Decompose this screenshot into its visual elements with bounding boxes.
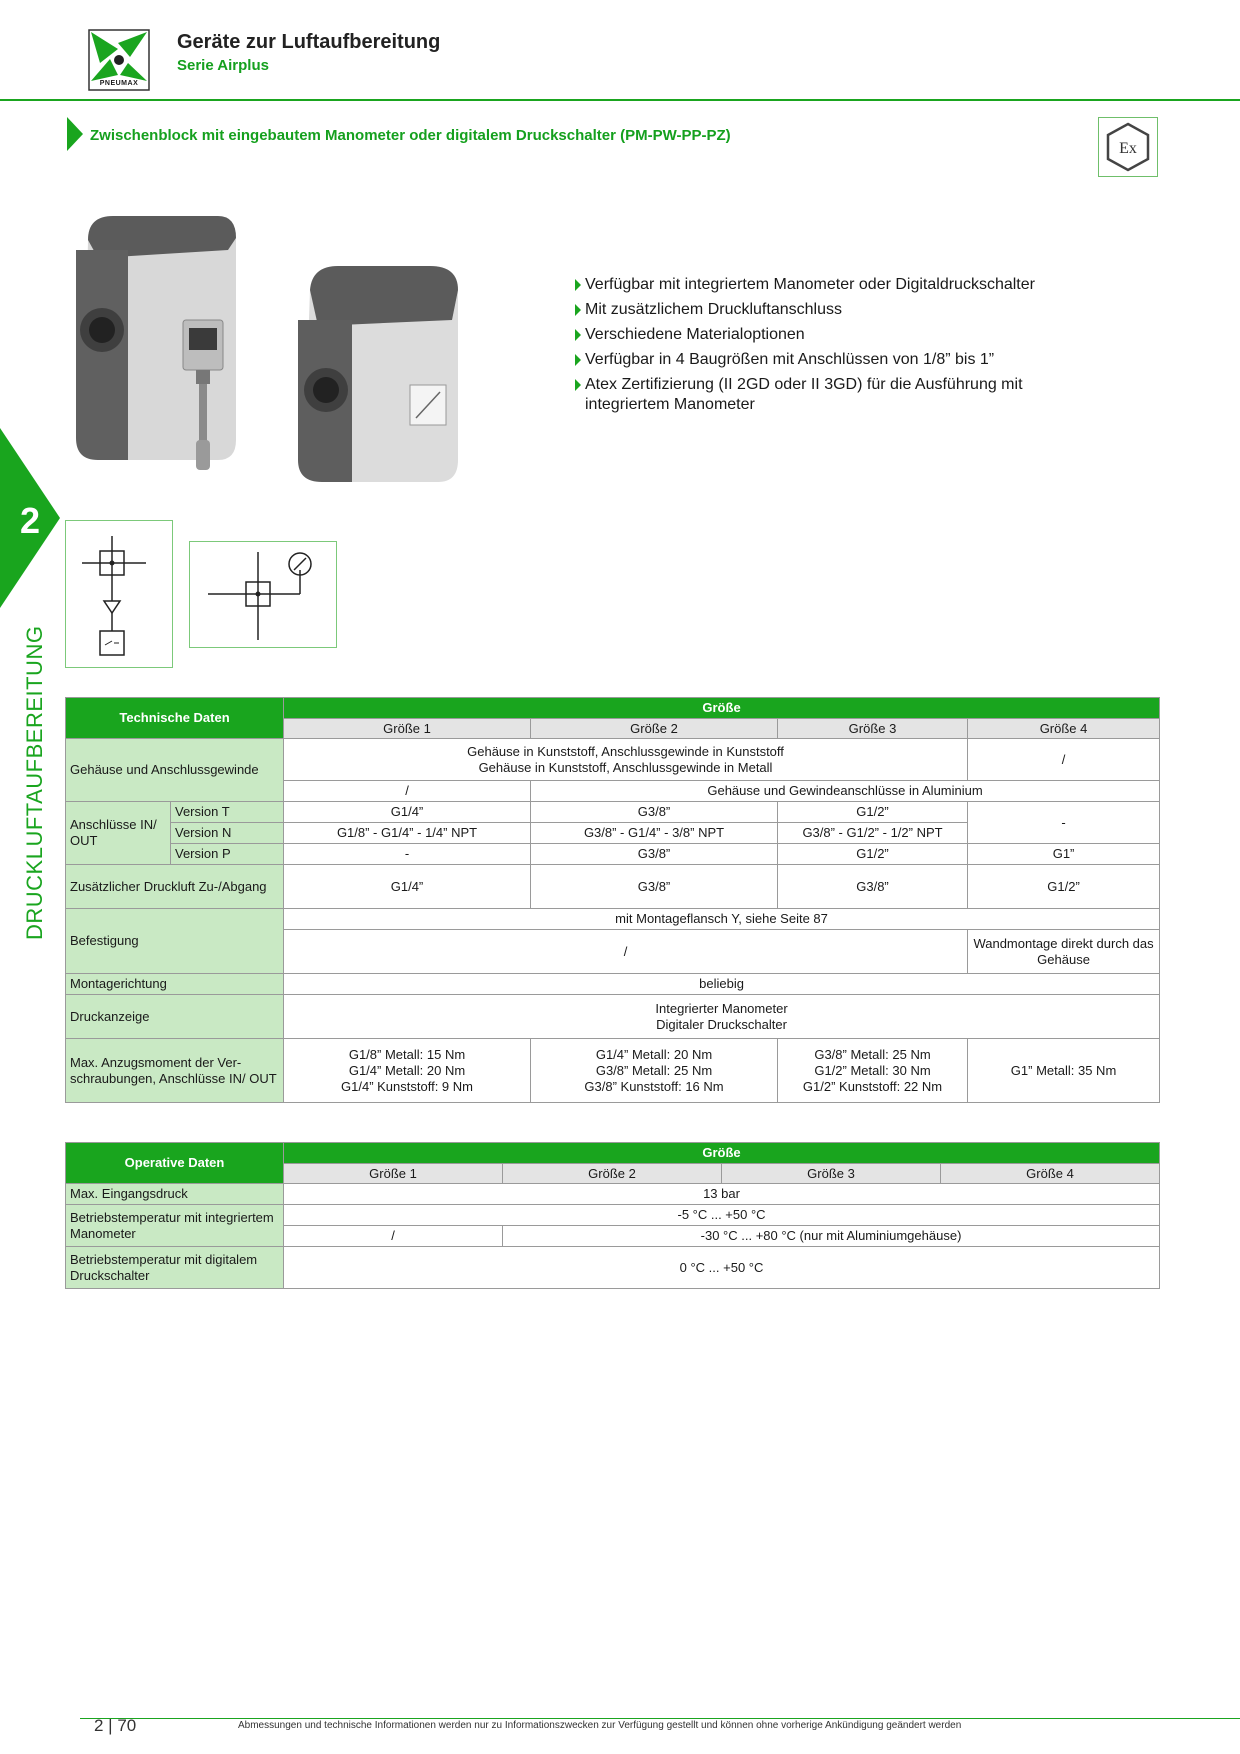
- torque-size-3: [778, 1039, 968, 1103]
- bullet-arrow-icon: [575, 354, 581, 366]
- housing-size-4: /: [968, 739, 1160, 781]
- torque-size-4: G1” Metall: 35 Nm: [968, 1039, 1160, 1103]
- extra-port-size-2: G3/8”: [531, 865, 778, 909]
- housing-alu-size-1: /: [284, 781, 531, 802]
- torque-size-1: [284, 1039, 531, 1103]
- col-size-2: Größe 2: [531, 719, 778, 739]
- version-t-size-3: G1/2”: [778, 802, 968, 823]
- version-p-size-3: G1/2”: [778, 844, 968, 865]
- torque-line: G1/4” Metall: 20 Nm: [348, 1062, 466, 1078]
- pneumax-logo: [88, 29, 150, 91]
- pressure-display-line-1: Integrierter Manometer: [655, 1000, 788, 1016]
- footer-disclaimer: Abmessungen und technische Informationen werden nur zu Informationszwecken zur Verfügung gestellt und können ohne vorherige Ankündigung geändert werden: [238, 1720, 962, 1731]
- pneumatic-manometer-symbol-icon: [190, 542, 336, 647]
- row-label-temp-digital: Betriebstemperatur mit digitalem Druckschalter: [66, 1247, 284, 1289]
- temp-manometer-aluminium: -30 °C ... +80 °C (nur mit Aluminiumgehäuse): [503, 1226, 1160, 1247]
- torque-size-2: [531, 1039, 778, 1103]
- row-label-max-pressure: Max. Eingangsdruck: [66, 1184, 284, 1205]
- row-label-pressure-display: Druckanzeige: [66, 995, 284, 1039]
- atex-badge: [1098, 117, 1158, 177]
- atex-hexagon-icon: [1099, 118, 1157, 176]
- size-group-header: Größe: [284, 698, 1160, 719]
- temp-manometer-size-1: /: [284, 1226, 503, 1247]
- op-size-group-header: Größe: [284, 1143, 1160, 1164]
- tech-header-label: Technische Daten: [66, 698, 284, 739]
- version-p-size-2: G3/8”: [531, 844, 778, 865]
- atex-label: Ex: [1119, 140, 1137, 157]
- footer-rule: [80, 1718, 1240, 1719]
- page-title: Geräte zur Luftaufbereitung: [177, 31, 441, 53]
- torque-line: G3/8” Metall: 25 Nm: [595, 1062, 713, 1078]
- op-col-size-1: Größe 1: [284, 1164, 503, 1184]
- feature-text: Verfügbar in 4 Baugrößen mit Anschlüssen von 1/8” bis 1”: [585, 351, 995, 368]
- version-n-size-1: G1/8” - G1/4” - 1/4” NPT: [284, 823, 531, 844]
- op-col-size-2: Größe 2: [503, 1164, 722, 1184]
- chapter-label: DRUCKLUFTAUFBEREITUNG: [22, 625, 47, 940]
- torque-line: G1/2” Kunststoff: 22 Nm: [802, 1078, 943, 1094]
- feature-item: [573, 375, 1093, 415]
- mounting-none: /: [284, 930, 968, 974]
- row-label-torque: Max. Anzugsmoment der Ver-schraubungen, Anschlüsse IN/ OUT: [66, 1039, 284, 1103]
- header-rule: [0, 99, 1240, 101]
- pressure-display-line-2: Digitaler Druckschalter: [656, 1016, 787, 1032]
- mounting-wall: Wandmontage direkt durch das Gehäuse: [968, 930, 1160, 974]
- feature-text: Verfügbar mit integriertem Manometer oder Digitaldruckschalter: [585, 276, 1035, 293]
- extra-port-size-1: G1/4”: [284, 865, 531, 909]
- op-col-size-3: Größe 3: [722, 1164, 941, 1184]
- torque-line: G1/8” Metall: 15 Nm: [348, 1046, 466, 1062]
- bullet-arrow-icon: [575, 279, 581, 291]
- product-image-manometer: [290, 260, 470, 490]
- page-subtitle: Serie Airplus: [177, 57, 269, 74]
- product-image-digital-switch: [68, 210, 248, 485]
- symbol-manometer: [189, 541, 337, 648]
- feature-item: [573, 275, 1093, 295]
- version-t-label: Version T: [171, 802, 284, 823]
- torque-line: G3/8” Metall: 25 Nm: [814, 1046, 931, 1062]
- version-n-size-3: G3/8” - G1/2” - 1/2” NPT: [778, 823, 968, 844]
- torque-line: G1/2” Metall: 30 Nm: [814, 1062, 931, 1078]
- version-p-size-4: G1”: [968, 844, 1160, 865]
- row-label-housing: Gehäuse und Anschlussgewinde: [66, 739, 284, 802]
- col-size-4: Größe 4: [968, 719, 1160, 739]
- version-p-label: Version P: [171, 844, 284, 865]
- housing-aluminium: Gehäuse und Gewindeanschlüsse in Aluminium: [531, 781, 1160, 802]
- version-t-size-2: G3/8”: [531, 802, 778, 823]
- mounting-flange: mit Montageflansch Y, siehe Seite 87: [284, 909, 1160, 930]
- feature-item: [573, 300, 1093, 320]
- col-size-3: Größe 3: [778, 719, 968, 739]
- torque-line: G1/4” Kunststoff: 9 Nm: [341, 1078, 473, 1094]
- feature-text: Atex Zertifizierung (II 2GD oder II 3GD) für die Ausführung mit integriertem Manometer: [585, 376, 1023, 413]
- feature-list: [573, 275, 1093, 420]
- logo-text: PNEUMAX: [99, 80, 139, 87]
- housing-plastic: [284, 739, 968, 781]
- feature-item: [573, 350, 1093, 370]
- torque-line: G1/4” Metall: 20 Nm: [595, 1046, 713, 1062]
- pneumatic-switch-symbol-icon: [66, 521, 172, 667]
- version-t-size-1: G1/4”: [284, 802, 531, 823]
- op-col-size-4: Größe 4: [941, 1164, 1160, 1184]
- bullet-arrow-icon: [575, 329, 581, 341]
- section-arrow-icon: [67, 117, 83, 151]
- bullet-arrow-icon: [575, 379, 581, 391]
- temp-digital-value: 0 °C ... +50 °C: [284, 1247, 1160, 1289]
- feature-text: Mit zusätzlichem Druckluftanschluss: [585, 301, 842, 318]
- version-p-size-1: -: [284, 844, 531, 865]
- technical-data-table: [65, 697, 1160, 1103]
- version-n-label: Version N: [171, 823, 284, 844]
- version-n-size-2: G3/8” - G1/4” - 3/8” NPT: [531, 823, 778, 844]
- extra-port-size-4: G1/2”: [968, 865, 1160, 909]
- housing-plastic-line-2: Gehäuse in Kunststoff, Anschlussgewinde in Metall: [478, 759, 773, 775]
- feature-item: [573, 325, 1093, 345]
- symbol-digital-switch: [65, 520, 173, 668]
- row-label-mounting: Befestigung: [66, 909, 284, 974]
- chapter-number: 2: [20, 500, 41, 541]
- torque-line: G3/8” Kunststoff: 16 Nm: [584, 1078, 724, 1094]
- feature-text: Verschiedene Materialoptionen: [585, 326, 805, 343]
- housing-plastic-line-1: Gehäuse in Kunststoff, Anschlussgewinde in Kunststoff: [467, 743, 784, 759]
- operative-data-table: [65, 1142, 1160, 1289]
- col-size-1: Größe 1: [284, 719, 531, 739]
- temp-manometer-all: -5 °C ... +50 °C: [284, 1205, 1160, 1226]
- row-label-extra-port: Zusätzlicher Druckluft Zu-/Abgang: [66, 865, 284, 909]
- row-label-temp-manometer: Betriebstemperatur mit integriertem Manometer: [66, 1205, 284, 1247]
- row-label-orientation: Montagerichtung: [66, 974, 284, 995]
- row-label-ports: Anschlüsse IN/ OUT: [66, 802, 171, 865]
- version-tn-size-4: -: [968, 802, 1160, 844]
- section-title: Zwischenblock mit eingebautem Manometer oder digitalem Druckschalter (PM-PW-PP-PZ): [90, 127, 731, 144]
- page-number: 2 | 70: [94, 1716, 137, 1735]
- extra-port-size-3: G3/8”: [778, 865, 968, 909]
- orientation-value: beliebig: [284, 974, 1160, 995]
- max-pressure-value: 13 bar: [284, 1184, 1160, 1205]
- bullet-arrow-icon: [575, 304, 581, 316]
- pressure-display-value: [284, 995, 1160, 1039]
- operative-header-label: Operative Daten: [66, 1143, 284, 1184]
